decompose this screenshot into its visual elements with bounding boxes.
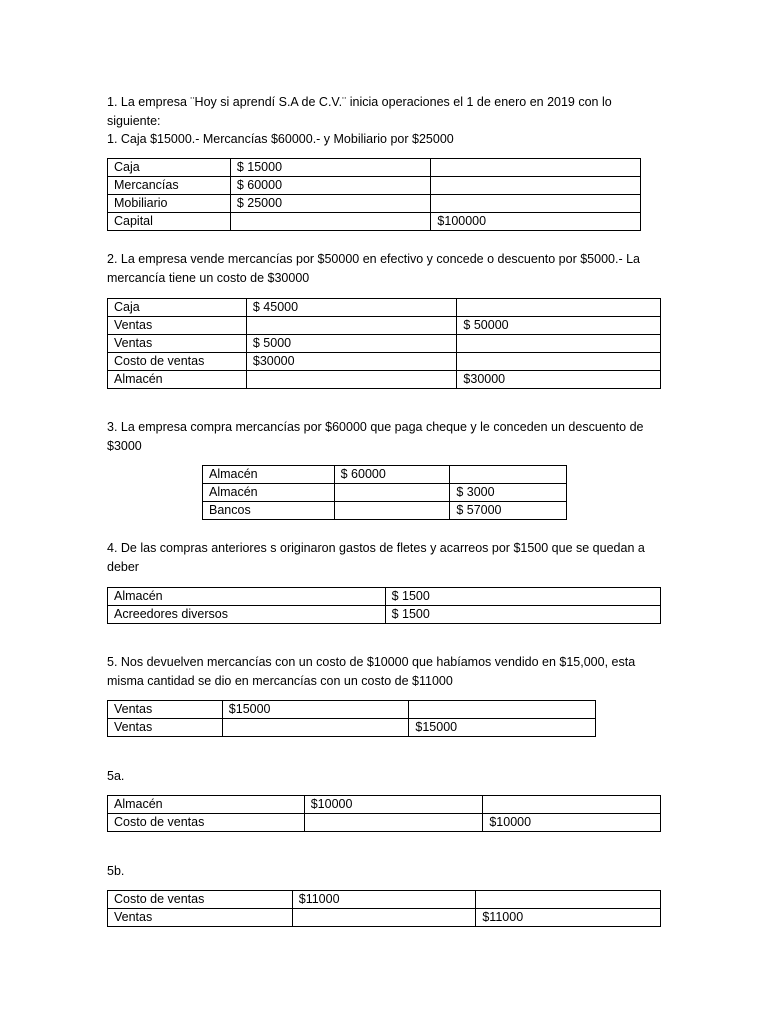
table-row xyxy=(108,371,661,389)
credit-cell: $100000 xyxy=(431,213,641,231)
account-cell: Bancos xyxy=(203,502,335,520)
q2-statement: 2. La empresa vende mercancías por $50000 en efectivo y concede o descuento por $5000.- La mercancía tiene un costo de $30000 xyxy=(107,252,640,285)
q4-statement: 4. De las compras anteriores s originaron gastos de fletes y acarreos por $1500 que se quedan a deber xyxy=(107,541,645,574)
amount-cell: $ 1500 xyxy=(385,588,660,606)
credit-cell xyxy=(431,159,641,177)
debit-cell: $15000 xyxy=(222,701,409,719)
account-cell: Mercancías xyxy=(108,177,231,195)
table-row xyxy=(108,159,641,177)
table-row xyxy=(108,299,661,317)
q5-table xyxy=(107,700,596,737)
account-cell: Almacén xyxy=(108,371,247,389)
account-cell: Almacén xyxy=(108,588,386,606)
credit-cell xyxy=(431,177,641,195)
table-row xyxy=(108,606,661,624)
debit-cell xyxy=(304,814,483,832)
q5b-table xyxy=(107,890,661,927)
table-row xyxy=(203,466,567,484)
credit-cell xyxy=(450,466,567,484)
table-row xyxy=(108,814,661,832)
table-row xyxy=(108,195,641,213)
debit-cell xyxy=(292,909,476,927)
debit-cell xyxy=(222,719,409,737)
account-cell: Costo de ventas xyxy=(108,814,305,832)
credit-cell: $11000 xyxy=(476,909,661,927)
credit-cell: $10000 xyxy=(483,814,661,832)
account-cell: Costo de ventas xyxy=(108,891,293,909)
debit-cell: $ 45000 xyxy=(246,299,457,317)
debit-cell: $ 60000 xyxy=(334,466,450,484)
debit-cell xyxy=(334,484,450,502)
table-row xyxy=(108,588,661,606)
account-cell: Caja xyxy=(108,159,231,177)
debit-cell: $ 25000 xyxy=(230,195,431,213)
account-cell: Costo de ventas xyxy=(108,353,247,371)
q5a-label: 5a. xyxy=(107,769,125,783)
table-row xyxy=(108,701,596,719)
account-cell: Capital xyxy=(108,213,231,231)
account-cell: Caja xyxy=(108,299,247,317)
table-row xyxy=(108,213,641,231)
account-cell: Ventas xyxy=(108,317,247,335)
credit-cell: $15000 xyxy=(409,719,596,737)
q1-initial-balances: 1. Caja $15000.- Mercancías $60000.- y Mobiliario por $25000 xyxy=(107,132,454,146)
table-row xyxy=(108,317,661,335)
debit-cell xyxy=(246,317,457,335)
credit-cell xyxy=(457,299,661,317)
q2-table xyxy=(107,298,661,389)
credit-cell: $ 57000 xyxy=(450,502,567,520)
amount-cell: $ 1500 xyxy=(385,606,660,624)
q1-table xyxy=(107,158,641,231)
q1-statement: 1. La empresa ¨Hoy si aprendí S.A de C.V.¨ inicia operaciones el 1 de enero en 2019 con lo siguiente: xyxy=(107,95,612,128)
account-cell: Ventas xyxy=(108,335,247,353)
table-row xyxy=(203,502,567,520)
table-row xyxy=(108,335,661,353)
credit-cell xyxy=(476,891,661,909)
credit-cell xyxy=(431,195,641,213)
q3-table xyxy=(202,465,567,520)
debit-cell xyxy=(246,371,457,389)
q5-statement: 5. Nos devuelven mercancías con un costo de $10000 que habíamos vendido en $15,000, esta misma cantidad se dio en mercancías con un costo de $11000 xyxy=(107,655,636,688)
credit-cell xyxy=(409,701,596,719)
debit-cell: $10000 xyxy=(304,796,483,814)
debit-cell xyxy=(230,213,431,231)
table-row xyxy=(108,353,661,371)
credit-cell: $ 3000 xyxy=(450,484,567,502)
debit-cell: $ 60000 xyxy=(230,177,431,195)
account-cell: Acreedores diversos xyxy=(108,606,386,624)
q3-statement: 3. La empresa compra mercancías por $60000 que paga cheque y le conceden un descuento de $3000 xyxy=(107,420,644,453)
account-cell: Almacén xyxy=(203,466,335,484)
credit-cell xyxy=(483,796,661,814)
account-cell: Ventas xyxy=(108,701,223,719)
q5b-label: 5b. xyxy=(107,864,125,878)
account-cell: Ventas xyxy=(108,719,223,737)
credit-cell: $ 50000 xyxy=(457,317,661,335)
credit-cell xyxy=(457,335,661,353)
debit-cell: $11000 xyxy=(292,891,476,909)
account-cell: Ventas xyxy=(108,909,293,927)
q4-table xyxy=(107,587,661,624)
debit-cell: $30000 xyxy=(246,353,457,371)
table-row xyxy=(108,909,661,927)
table-row xyxy=(203,484,567,502)
debit-cell: $ 15000 xyxy=(230,159,431,177)
debit-cell: $ 5000 xyxy=(246,335,457,353)
table-row xyxy=(108,719,596,737)
account-cell: Mobiliario xyxy=(108,195,231,213)
q5a-table xyxy=(107,795,661,832)
table-row xyxy=(108,796,661,814)
credit-cell: $30000 xyxy=(457,371,661,389)
table-row xyxy=(108,891,661,909)
credit-cell xyxy=(457,353,661,371)
table-row xyxy=(108,177,641,195)
debit-cell xyxy=(334,502,450,520)
account-cell: Almacén xyxy=(108,796,305,814)
account-cell: Almacén xyxy=(203,484,335,502)
